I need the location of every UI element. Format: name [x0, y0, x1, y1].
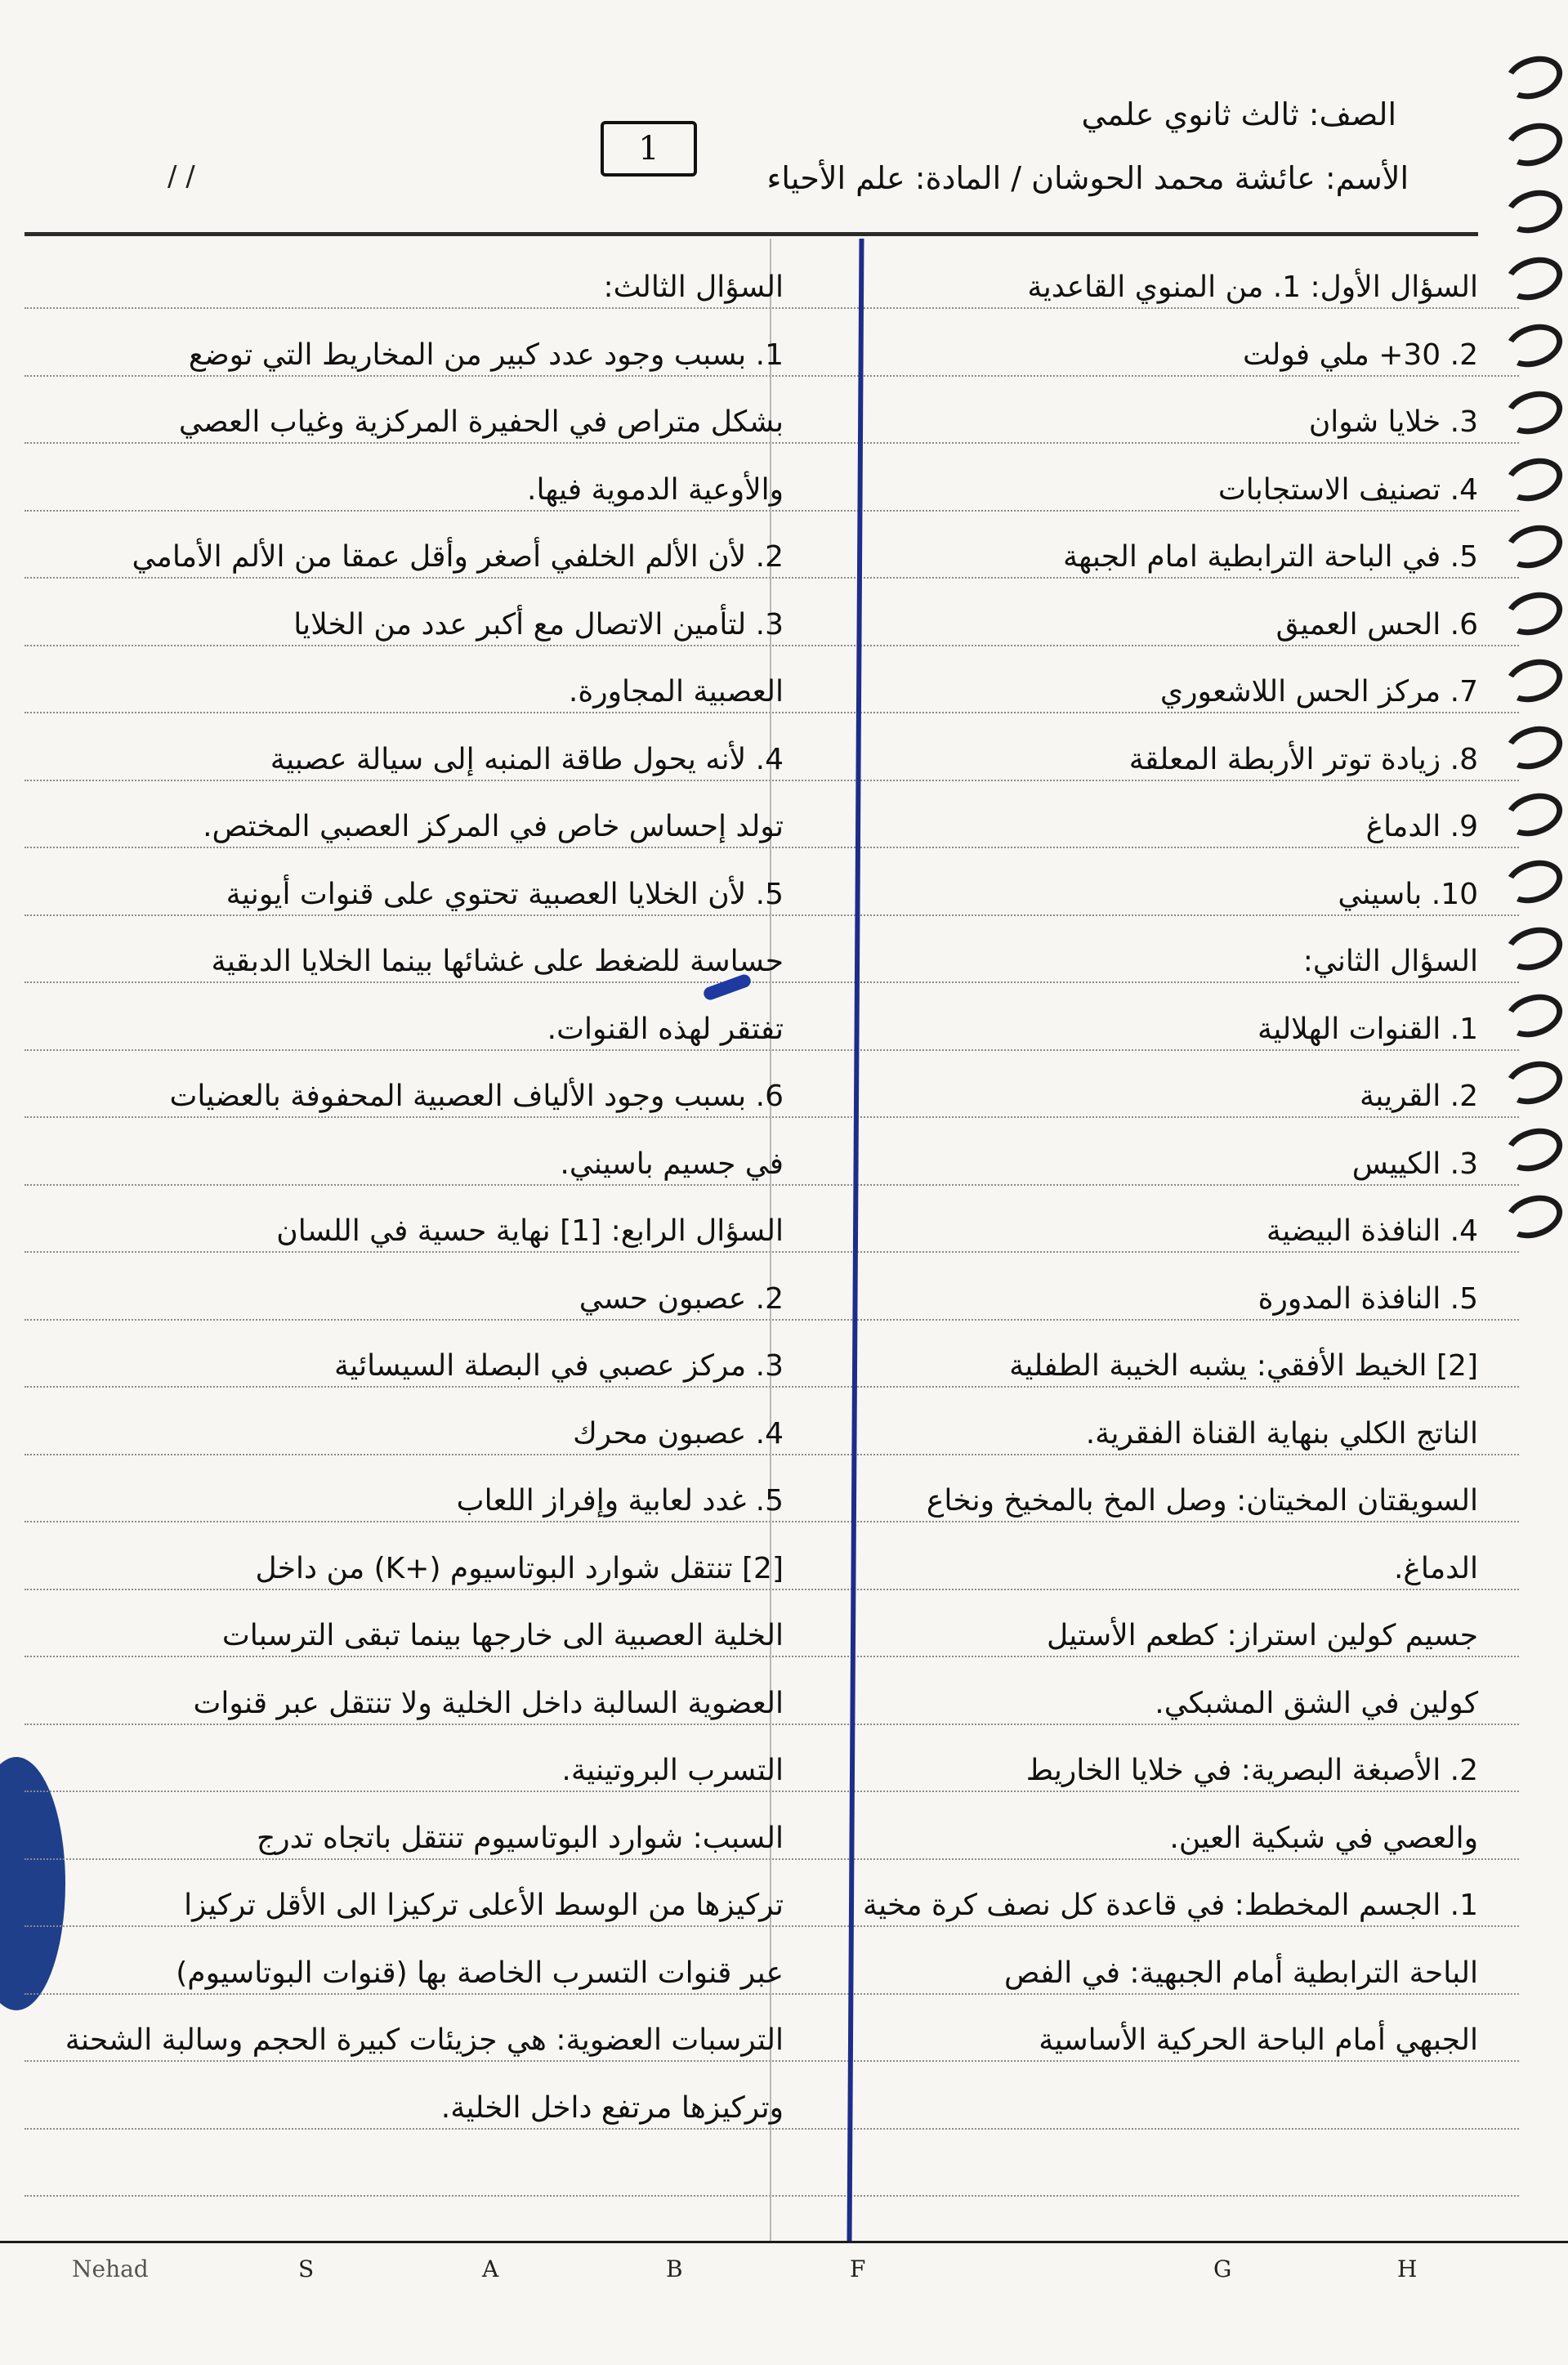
- explanation-line: في جسيم باسيني.: [560, 1147, 784, 1181]
- ruled-line: [25, 847, 1519, 848]
- explanation-line: بشكل متراص في الحفيرة المركزية وغياب العصي: [178, 405, 784, 439]
- answer-line: 4. تصنيف الاستجابات: [1217, 472, 1478, 507]
- explanation-line: وتركيزها مرتفع داخل الخلية.: [440, 2090, 784, 2125]
- ruled-line: [25, 780, 1519, 781]
- footer-letter-s: S: [298, 2255, 315, 2282]
- spiral-ring: [1499, 384, 1568, 441]
- explanation-line: السؤال الثالث:: [603, 270, 784, 304]
- spiral-ring: [1499, 1121, 1568, 1178]
- spiral-ring: [1499, 451, 1568, 508]
- spiral-ring: [1499, 1188, 1568, 1245]
- explanation-line: حساسة للضغط على غشائها بينما الخلايا الدبقية: [211, 945, 784, 978]
- ruled-line: [25, 645, 1519, 646]
- answer-line: الدماغ.: [1393, 1551, 1478, 1585]
- explanation-line: 1. بسبب وجود عدد كبير من المخاريط التي توضع: [188, 338, 784, 372]
- ruled-line: [25, 442, 1519, 444]
- explanation-line: والأوعية الدموية فيها.: [527, 472, 784, 507]
- ruled-line: [25, 510, 1519, 512]
- spiral-ring: [1499, 1054, 1568, 1111]
- grade-line: الصف: ثالث ثانوي علمي: [1081, 96, 1396, 132]
- ruled-line: [25, 1723, 1519, 1725]
- answer-line: 5. النافذة المدورة: [1258, 1281, 1478, 1316]
- footer-letter-h: H: [1397, 2255, 1418, 2282]
- ruled-line: [25, 1116, 1519, 1118]
- answer-line: الجبهي أمام الباحة الحركية الأساسية: [1039, 2023, 1478, 2057]
- answer-line: 2. الأصبغة البصرية: في خلايا الخاريط: [1025, 1754, 1478, 1787]
- spiral-ring: [1499, 49, 1568, 106]
- spiral-ring: [1499, 250, 1568, 307]
- answer-line: 8. زيادة توتر الأربطة المعلقة: [1128, 742, 1478, 776]
- answer-line: 3. الكييس: [1351, 1147, 1478, 1181]
- explanation-line: 2. عصبون حسي: [579, 1281, 784, 1316]
- answer-line: [2] الخيط الأفقي: يشبه الخيبة الطفلية: [1009, 1349, 1478, 1383]
- ruled-line: [25, 1454, 1519, 1455]
- ruled-line: [25, 307, 1519, 309]
- explanation-line: 2. لأن الألم الخلفي أصغر وأقل عمقا من الألم الأمامي: [132, 540, 784, 574]
- explanation-line: 3. مركز عصبي في البصلة السيسائية: [334, 1349, 784, 1383]
- ruled-line: [25, 712, 1519, 713]
- ruled-line: [25, 375, 1519, 377]
- explanation-line: الخلية العصبية الى خارجها بينما تبقى الترسبات: [221, 1619, 784, 1652]
- explanation-line: الترسبات العضوية: هي جزيئات كبيرة الحجم وسالبة الشحنة: [65, 2023, 784, 2057]
- answer-line: الناتج الكلي بنهاية القناة الفقرية.: [1085, 1416, 1478, 1451]
- spiral-ring: [1499, 652, 1568, 709]
- footer-letter-g: G: [1213, 2255, 1232, 2282]
- blue-punch-hole: [0, 1757, 65, 2010]
- explanation-line: تفتقر لهذه القنوات.: [547, 1012, 784, 1046]
- ruled-line: [25, 981, 1519, 983]
- explanation-line: العصبية المجاورة.: [568, 675, 784, 709]
- explanation-line: 4. عصبون محرك: [573, 1416, 784, 1451]
- spiral-ring: [1499, 987, 1568, 1044]
- ruled-line: [25, 1184, 1519, 1186]
- ruled-line: [25, 1993, 1519, 1995]
- answer-line: 2. 30+ ملي فولت: [1243, 338, 1478, 372]
- answer-line: 4. النافذة البيضية: [1266, 1214, 1478, 1248]
- name-subject-line: الأسم: عائشة محمد الحوشان / المادة: علم الأحياء: [766, 160, 1409, 196]
- explanation-line: العضوية السالبة داخل الخلية ولا تنتقل عبر قنوات: [193, 1686, 784, 1720]
- ruled-line: [25, 1386, 1519, 1388]
- answer-line: السؤال الأول: 1. من المنوي القاعدية: [1027, 270, 1478, 304]
- spiral-ring: [1499, 317, 1568, 374]
- explanation-line: التسرب البروتينية.: [561, 1754, 784, 1787]
- answer-line: 9. الدماغ: [1365, 810, 1478, 843]
- answer-line: جسيم كولين استراز: كطعم الأستيل: [1046, 1619, 1478, 1652]
- answer-line: 10. باسيني: [1338, 877, 1478, 911]
- answer-line: 6. الحس العميق: [1275, 607, 1478, 642]
- ruled-line: [25, 1589, 1519, 1590]
- ruled-line: [25, 1251, 1519, 1253]
- spiral-ring: [1499, 853, 1568, 910]
- explanation-line: [2] تنتقل شوارد البوتاسيوم (+K) من داخل: [255, 1551, 784, 1585]
- spiral-ring: [1499, 183, 1568, 240]
- explanation-line: 3. لتأمين الاتصال مع أكبر عدد من الخلايا: [293, 607, 784, 642]
- ruled-line: [25, 1858, 1519, 1860]
- spiral-ring: [1499, 116, 1568, 173]
- ruled-line: [25, 1656, 1519, 1657]
- answer-line: 3. خلايا شوان: [1308, 405, 1478, 439]
- ruled-line: [25, 1521, 1519, 1522]
- page-number: 1: [601, 121, 697, 177]
- ruled-line: [25, 1319, 1519, 1321]
- header-divider: [25, 232, 1478, 236]
- spiral-ring: [1499, 786, 1568, 843]
- answer-line: 5. في الباحة الترابطية امام الجبهة: [1062, 540, 1478, 574]
- answer-line: 1. الجسم المخطط: في قاعدة كل نصف كرة مخية: [862, 1889, 1478, 1922]
- footer-letter-a: A: [482, 2255, 499, 2282]
- spiral-ring: [1499, 719, 1568, 776]
- explanation-line: 5. لأن الخلايا العصبية تحتوي على قنوات أيونية: [226, 877, 784, 911]
- explanation-line: عبر قنوات التسرب الخاصة بها (قنوات البوتاسيوم): [176, 1956, 784, 1990]
- ruled-line: [25, 2128, 1519, 2130]
- explanation-line: 5. غدد لعابية وإفراز اللعاب: [456, 1484, 784, 1518]
- explanation-line: تولد إحساس خاص في المركز العصبي المختص.: [203, 810, 784, 843]
- explanation-line: تركيزها من الوسط الأعلى تركيزا الى الأقل تركيزا: [184, 1889, 784, 1922]
- ruled-line: [25, 2060, 1519, 2062]
- answer-line: كولين في الشق المشبكي.: [1155, 1686, 1478, 1720]
- explanation-line: السبب: شوارد البوتاسيوم تنتقل باتجاه تدرج: [257, 1821, 784, 1855]
- spiral-ring: [1499, 920, 1568, 977]
- explanation-line: السؤال الرابع: [1] نهاية حسية في اللسان: [276, 1214, 784, 1248]
- spiral-ring: [1499, 585, 1568, 642]
- ruled-line: [25, 577, 1519, 579]
- column-divider: [847, 239, 864, 2241]
- ruled-line: [25, 914, 1519, 916]
- header-marks: / /: [168, 160, 195, 193]
- ruled-line: [25, 1049, 1519, 1051]
- explanation-line: 6. بسبب وجود الألياف العصبية المحفوفة بالعضيات: [169, 1080, 784, 1113]
- footer-brand: Nehad: [72, 2255, 149, 2282]
- answer-line: والعصي في شبكية العين.: [1169, 1821, 1478, 1855]
- footer-divider: [0, 2241, 1568, 2243]
- answer-line: الباحة الترابطية أمام الجبهية: في الفص: [1004, 1956, 1478, 1990]
- answer-line: 7. مركز الحس اللاشعوري: [1159, 675, 1478, 709]
- explanation-line: 4. لأنه يحول طاقة المنبه إلى سيالة عصبية: [270, 742, 784, 776]
- answer-line: 2. القريبة: [1359, 1080, 1478, 1113]
- ruled-line: [25, 1791, 1519, 1792]
- answer-line: 1. القنوات الهلالية: [1258, 1012, 1478, 1046]
- ruled-line: [25, 2195, 1519, 2197]
- footer-letter-f: F: [850, 2255, 866, 2282]
- ruled-line: [25, 1925, 1519, 1927]
- answer-line: السؤال الثاني:: [1302, 945, 1478, 978]
- answer-line: السويقتان المخيتان: وصل المخ بالمخيخ ونخاع: [926, 1484, 1478, 1518]
- footer-letter-b: B: [666, 2255, 683, 2282]
- spiral-ring: [1499, 518, 1568, 575]
